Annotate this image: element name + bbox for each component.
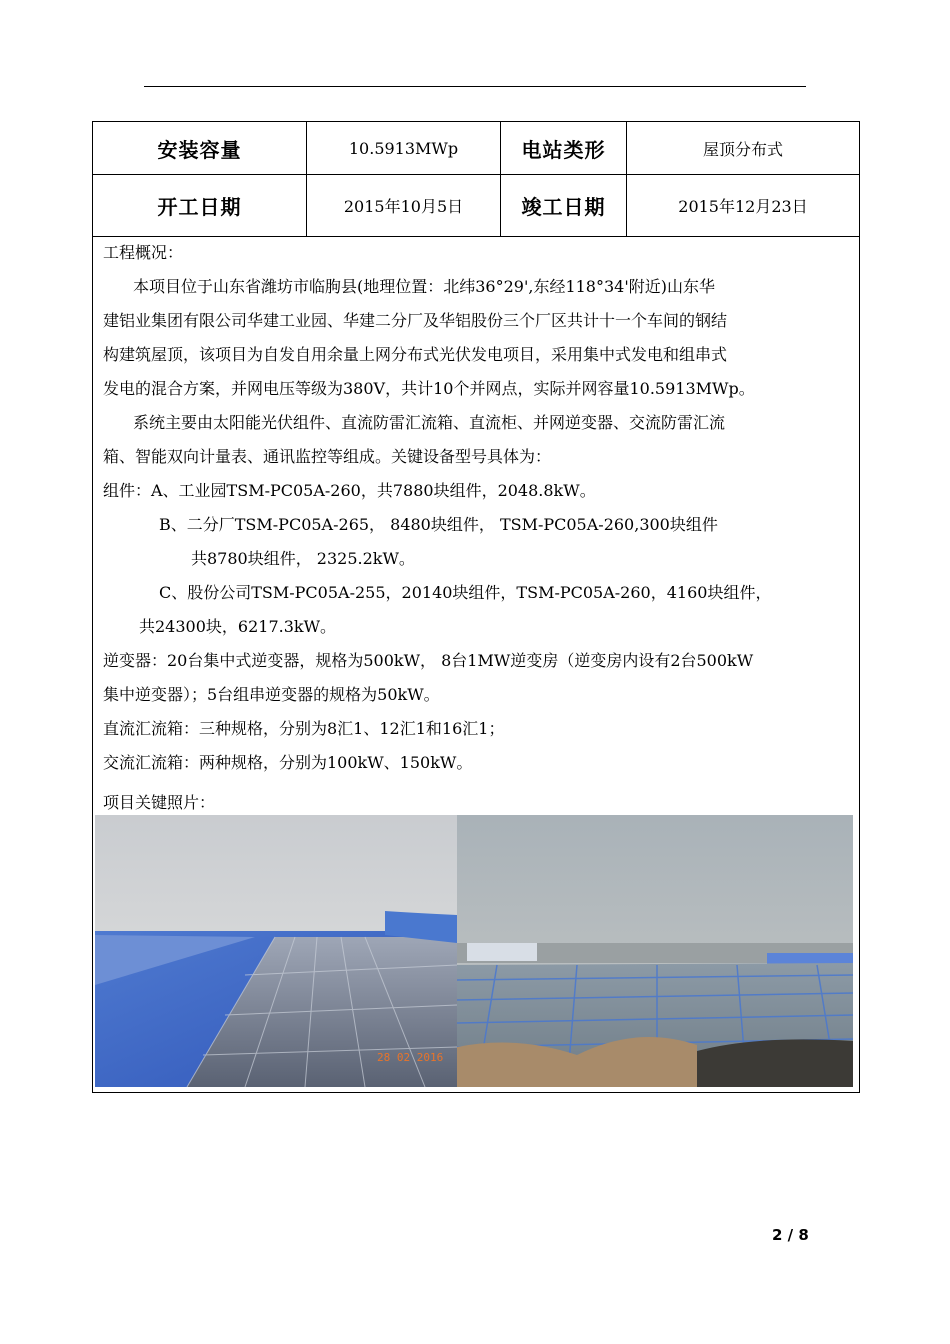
rooftop-solar-photo-1: [95, 815, 457, 1087]
overview-line: 箱、智能双向计量表、通讯监控等组成。关键设备型号具体为：: [103, 447, 552, 466]
completion-date-label: 竣工日期: [521, 195, 606, 219]
start-date-value-cell: [307, 175, 501, 236]
completion-date-value-cell: [627, 175, 859, 236]
capacity-value: 10.5913MWp: [348, 138, 459, 158]
overview-line: 建铝业集团有限公司华建工业园、华建二分厂及华铝股份三个厂区共计十一个车间的钢结: [103, 311, 728, 330]
header-rule: [144, 86, 806, 87]
completion-date-value: 2015年12月23日: [678, 197, 808, 216]
overview-line: 共8780块组件， 2325.2kW。: [191, 549, 415, 568]
overview-line: 系统主要由太阳能光伏组件、直流防雷汇流箱、直流柜、并网逆变器、交流防雷汇流: [133, 413, 726, 432]
rooftop-solar-photo-2: [457, 815, 853, 1087]
project-overview: [103, 236, 855, 780]
table-row: [93, 175, 859, 237]
overview-line: 集中逆变器）；5台组串逆变器的规格为50kW。: [103, 685, 440, 704]
table-row: [93, 122, 859, 175]
overview-line: C、股份公司TSM-PC05A-255，20140块组件，TSM-PC05A-260，4160块组件，: [159, 583, 772, 602]
overview-line: 发电的混合方案，并网电压等级为380V，共计10个并网点，实际并网容量10.5913MWp。: [103, 379, 755, 398]
photos-heading: 项目关键照片：: [103, 793, 216, 812]
start-date-value: 2015年10月5日: [343, 197, 464, 216]
station-type-label: 电站类形: [521, 137, 606, 162]
page-number: 2 / 8: [772, 1226, 809, 1244]
capacity-label-cell: [93, 122, 307, 174]
station-type-value: 屋顶分布式: [702, 139, 783, 159]
completion-date-label-cell: [501, 175, 627, 236]
start-date-label: 开工日期: [157, 195, 242, 219]
overview-line: 共24300块，6217.3kW。: [139, 617, 337, 636]
station-type-label-cell: [501, 122, 627, 174]
overview-line: B、二分厂TSM-PC05A-265， 8480块组件， TSM-PC05A-260,300块组件: [159, 515, 718, 534]
station-type-value-cell: [627, 122, 859, 174]
overview-line: 构建筑屋顶，该项目为自发自用余量上网分布式光伏发电项目，采用集中式发电和组串式: [103, 345, 728, 364]
capacity-value-cell: [307, 122, 501, 174]
capacity-label: 安装容量: [157, 137, 242, 162]
overview-line: 直流汇流箱：三种规格，分别为8汇1、12汇1和16汇1；: [103, 719, 505, 738]
overview-line: 组件：A、工业园TSM-PC05A-260，共7880块组件，2048.8kW。: [103, 481, 596, 500]
photo-timestamp: 28 02 2016: [377, 1051, 444, 1064]
overview-line: 交流汇流箱：两种规格，分别为100kW、150kW。: [103, 753, 473, 772]
overview-heading: 工程概况：: [103, 243, 184, 262]
start-date-label-cell: [93, 175, 307, 236]
overview-line: 本项目位于山东省潍坊市临朐县(地理位置：北纬36°29',东经118°34'附近)山东华: [133, 277, 715, 296]
overview-line: 逆变器：20台集中式逆变器，规格为500kW， 8台1MW逆变房（逆变房内设有2台500kW: [103, 651, 754, 670]
